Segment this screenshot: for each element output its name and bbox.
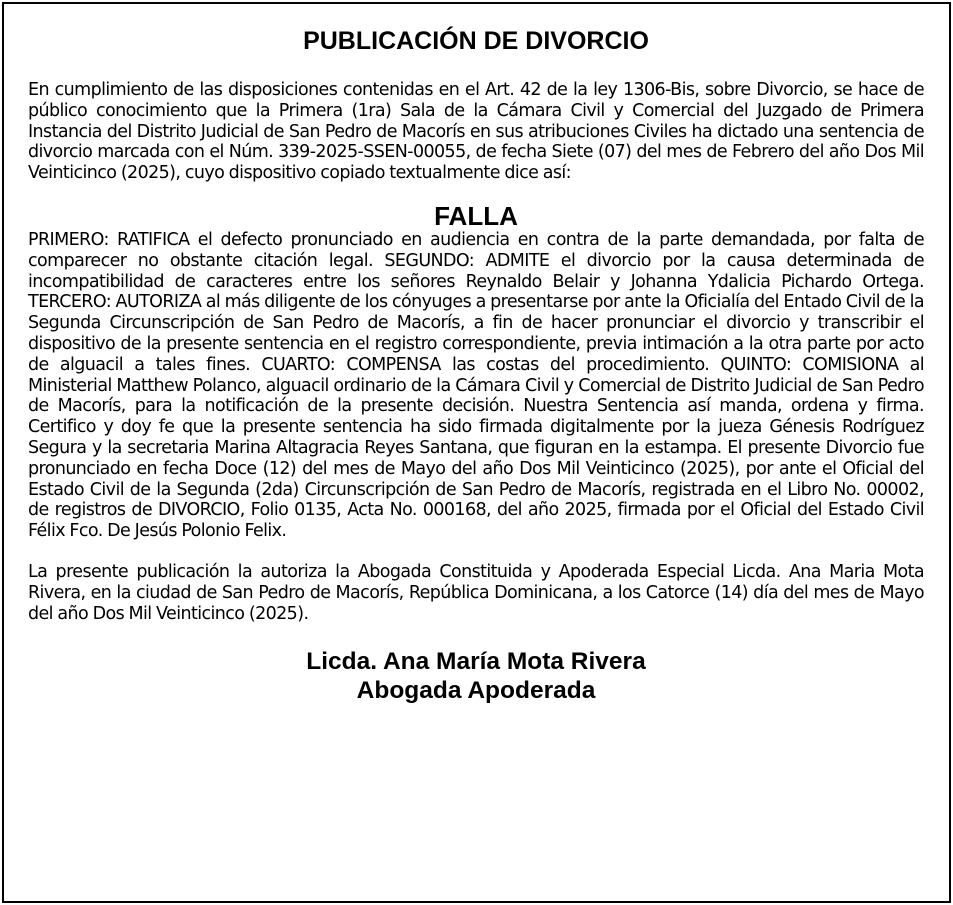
notice-title: PUBLICACIÓN DE DIVORCIO (303, 27, 649, 55)
signature-title: Abogada Apoderada (356, 677, 596, 705)
intro-paragraph: En cumplimiento de las disposiciones contenidas en el Art. 42 de la ley 1306-Bis, sobre Divorcio, se hace de público conocimiento que la Primera (1ra) Sala de la Cámara Civil y Comercial del Juzgado de Primera Instancia del Distrito Judicial de San Pedro de Macorís en sus atribuciones Civiles ha dictado una sentencia de divorcio marcada con el Núm. 339-2025-SSEN-00055, de fecha Siete (07) del mes de Febrero del año Dos Mil Veinticinco (2025), cuyo dispositivo copiado textualmente dice así: (28, 80, 924, 184)
falla-paragraph: PRIMERO: RATIFICA el defecto pronunciado en audiencia en contra de la parte demandada, por falta de comparecer no obstante citación legal. SEGUNDO: ADMITE el divorcio por la causa determinada de incompatibilidad de caracteres entre los señores Reynaldo Belair y Johanna Ydalicia Pichardo Ortega. TERCERO: AUTORIZA al más diligente de los cónyuges a presentarse por ante la Oficialía del Entado Civil de la Segunda Circunscripción de San Pedro de Macorís, a fin de hacer pronunciar el divorcio y transcribir el dispositivo de la presente sentencia en el registro correspondiente, previa intimación a la otra parte por acto de alguacil a tales fines. CUARTO: COMPENSA las costas del procedimiento. QUINTO: COMISIONA al Ministerial Matthew Polanco, alguacil ordinario de la Cámara Civil y Comercial de Distrito Judicial de San Pedro de Macorís, para la notificación de la presente decisión. Nuestra Sentencia así manda, ordena y firma. Certifico y doy fe que la presente sentencia ha sido firmada digitalmente por la jueza Génesis Rodríguez Segura y la secretaria Marina Altagracia Reyes Santana, que figuran en la estampa. El presente Divorcio fue pronunciado en fecha Doce (12) del mes de Mayo del año Dos Mil Veinticinco (2025), por ante el Oficial del Estado Civil de la Segunda (2da) Circunscripción de San Pedro de Macorís, registrada en el Libro No. 00002, de registros de DIVORCIO, Folio 0135, Acta No. 000168, del año 2025, firmada por el Oficial del Estado Civil Félix Fco. De Jesús Polonio Felix. (28, 229, 924, 542)
signature-name: Licda. Ana María Mota Rivera (306, 648, 646, 676)
divorce-publication-notice (2, 2, 951, 903)
notice-content (28, 26, 924, 705)
falla-heading: FALLA (434, 200, 518, 231)
paragraph-spacer (28, 542, 924, 562)
authorization-paragraph: La presente publicación la autoriza la Abogada Constituida y Apoderada Especial Licda. Ana Maria Mota Rivera, en la ciudad de San Pedro de Macorís, República Dominicana, a los Catorce (14) día del mes de Mayo del año Dos Mil Veinticinco (2025). (28, 561, 924, 624)
signature-block (28, 647, 924, 705)
